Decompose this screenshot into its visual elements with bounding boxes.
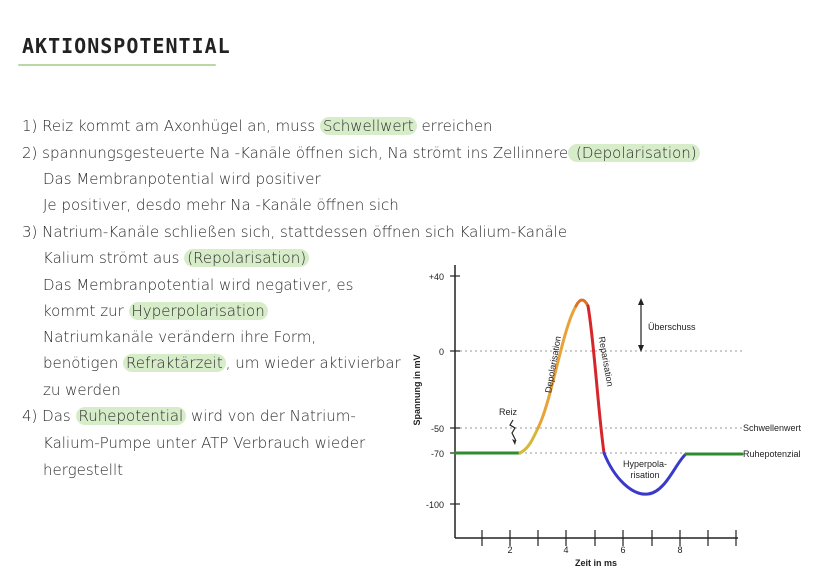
overshoot-arrow-down xyxy=(638,345,644,352)
y-axis-label: Spannung in mV xyxy=(412,354,422,426)
note-line-6 xyxy=(43,246,309,270)
x-tick-label: 4 xyxy=(563,545,569,555)
highlight-hyperpolarisation: Hyperpolarisation xyxy=(129,302,268,320)
note-line-14: hergestellt xyxy=(43,461,124,479)
repolarisation-segment xyxy=(588,306,604,453)
label-schwellenwert: Schwellenwert xyxy=(743,423,802,433)
x-tick-label: 8 xyxy=(677,545,683,555)
page-title: AKTIONSPOTENTIAL xyxy=(22,34,231,58)
note-line-10 xyxy=(43,351,401,375)
label-hyperpolarisation-1: Hyperpola- xyxy=(622,459,668,469)
note-text: kommt zur xyxy=(43,302,129,320)
note-text: wird von der Natrium- xyxy=(186,407,356,425)
label-depolarisation: Depolarisation xyxy=(543,335,563,394)
title-underline xyxy=(18,64,216,66)
note-text: erreichen xyxy=(416,117,493,135)
note-line-12 xyxy=(22,404,356,428)
y-tick-label: -100 xyxy=(425,500,444,510)
note-line-11: zu werden xyxy=(43,381,121,399)
note-line-3: Das Membranpotential wird positiver xyxy=(43,170,321,188)
note-text: benötigen xyxy=(43,354,123,372)
highlight-refraktaerzeit: Refraktärzeit xyxy=(123,354,226,372)
label-ruhepotenzial: Ruhepotenzial xyxy=(743,449,801,459)
stimulus-segment xyxy=(520,428,538,453)
note-text: 4) Das xyxy=(22,407,76,425)
x-tick-label: 6 xyxy=(620,545,626,555)
note-line-7: Das Membranpotential wird negativer, es xyxy=(43,276,354,294)
overshoot-arrow-up xyxy=(638,298,644,305)
label-reiz: Reiz xyxy=(498,407,518,417)
highlight-schwellwert: Schwellwert xyxy=(320,117,417,135)
note-line-2 xyxy=(22,141,700,165)
label-ueberschuss: Überschuss xyxy=(648,322,696,332)
highlight-repolarisation: (Repolarisation) xyxy=(184,249,309,267)
note-line-1 xyxy=(22,114,493,138)
stimulus-arrow xyxy=(510,420,516,441)
note-line-8 xyxy=(43,299,268,323)
note-line-4: Je positiver, desdo mehr Na -Kanäle öffnen sich xyxy=(43,196,399,214)
y-tick-label: 0 xyxy=(438,347,444,357)
action-potential-diagram xyxy=(400,262,825,580)
label-repolarisation: Reparisation xyxy=(596,335,616,388)
note-text: 1) Reiz kommt am Axonhügel an, muss xyxy=(22,117,321,135)
x-tick-label: 2 xyxy=(507,545,513,555)
note-line-9: Natriumkanäle verändern ihre Form, xyxy=(43,328,317,346)
x-axis-label: Zeit in ms xyxy=(574,558,618,568)
note-text: Kalium strömt aus xyxy=(43,249,185,267)
peak-segment xyxy=(576,300,588,306)
note-text: , um wieder aktivierbar xyxy=(225,354,401,372)
y-tick-label: -50 xyxy=(430,424,444,434)
note-line-13: Kalium-Pumpe unter ATP Verbrauch wieder xyxy=(43,434,366,452)
note-line-5: 3) Natrium-Kanäle schließen sich, stattdessen öffnen sich Kalium-Kanäle xyxy=(22,223,568,241)
label-hyperpolarisation-2: risation xyxy=(630,470,660,480)
note-text: 2) spannungsgesteuerte Na -Kanäle öffnen sich, Na strömt ins Zellinnere xyxy=(22,144,569,162)
y-tick-label: +40 xyxy=(428,272,444,282)
highlight-ruhepotential: Ruhepotential xyxy=(76,407,187,425)
y-tick-label: -70 xyxy=(430,449,444,459)
highlight-depolarisation: (Depolarisation) xyxy=(568,144,699,162)
